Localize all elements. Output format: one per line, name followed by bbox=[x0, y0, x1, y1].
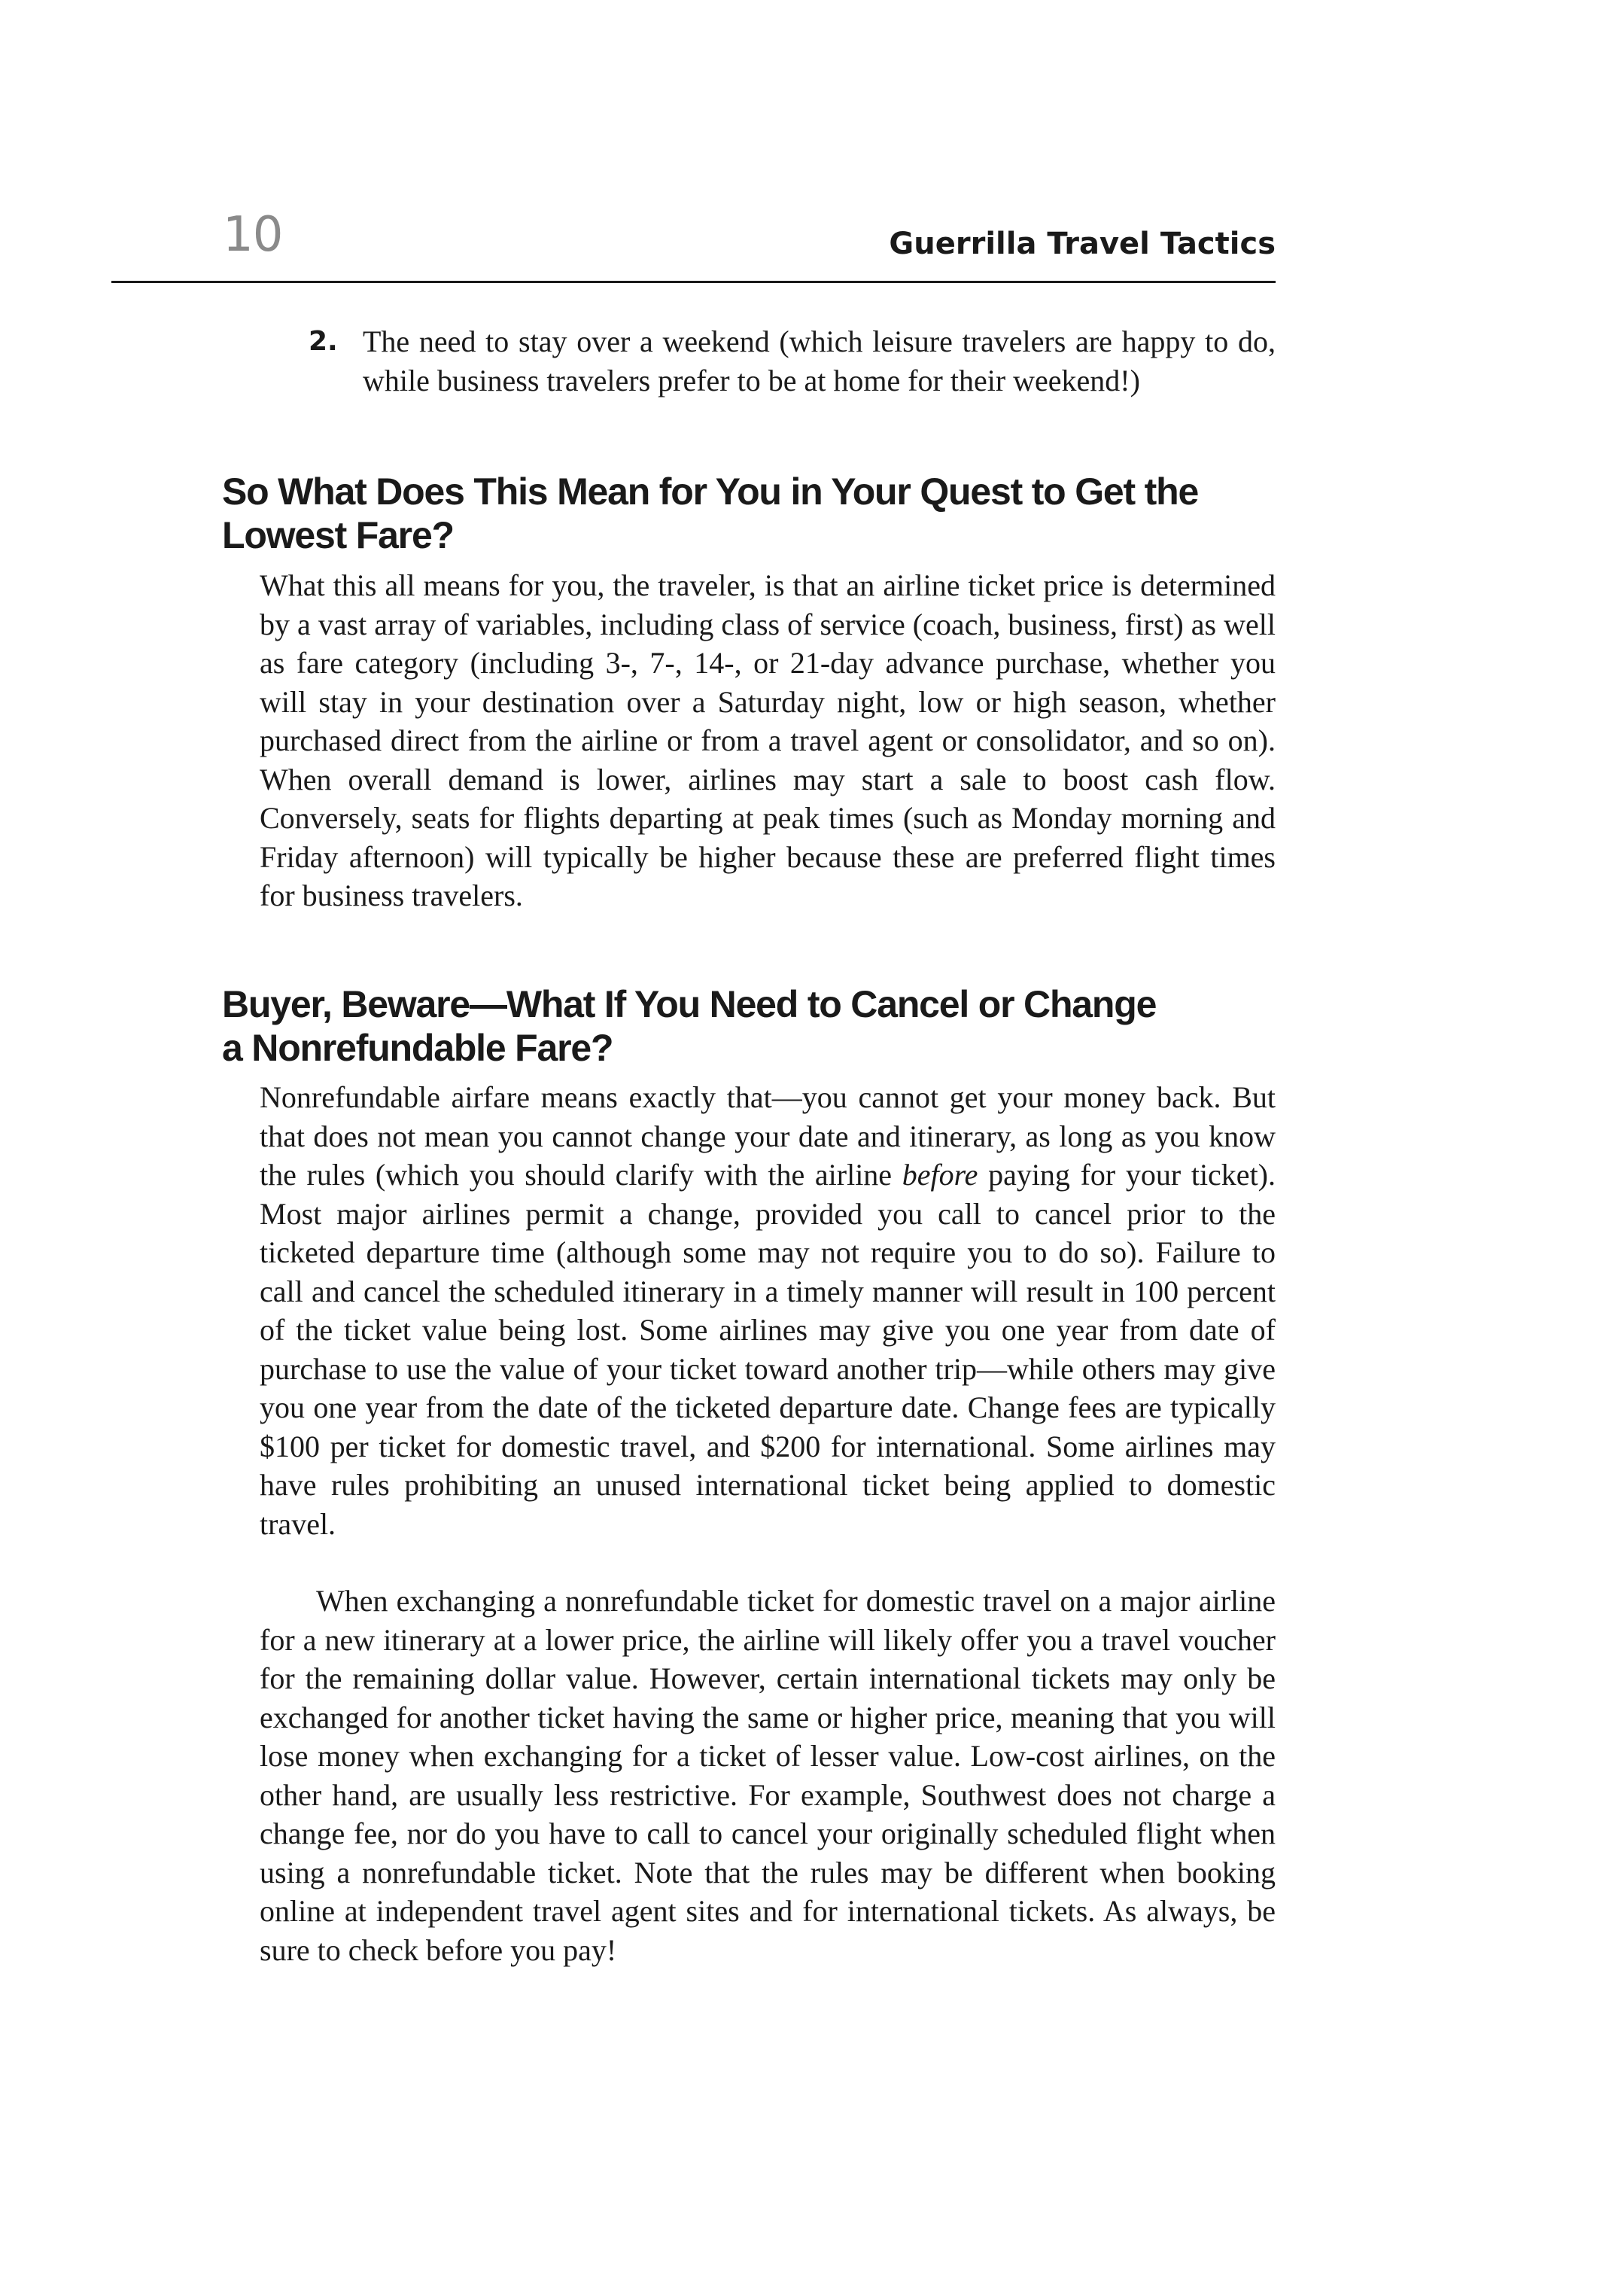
running-head-title: Guerrilla Travel Tactics bbox=[889, 227, 1276, 261]
page-number: 10 bbox=[223, 207, 283, 263]
heading-line: a Nonrefundable Fare? bbox=[222, 1027, 613, 1069]
list-item-number: 2. bbox=[309, 326, 338, 357]
paragraph-lowest-fare: What this all means for you, the traveler, is that an airline ticket price is determined by a vast array of variables, including class of service (coach, business, first) as well as fare category (including 3-, 7-, 14-, or 21-day advance purchase, whether you will stay in your destination over a Saturday night, low or high season, whether purchased direct from the airline or from a travel agent or consolidator, and so on). When overall demand is lower, airlines may start a sale to boost cash flow. Conversely, seats for flights departing at peak times (such as Monday morning and Friday afternoon) will typically be higher because these are preferred flight times for business travelers. bbox=[260, 568, 1276, 912]
paragraph-text: paying for your ticket). Most major airlines permit a change, provided you call to cancel prior to the ticketed departure time (although some may not require you to do so). Failure to call and cancel the scheduled itinerary in a timely manner will result in 100 percent of the ticket value being lost. Some airlines may give you one year from date of purchase to use the value of your ticket toward another trip—while others may give you one year from the date of the ticketed departure date. Change fees are typically $100 per ticket for domestic travel, and $200 for international. Some airlines may have rules prohibiting an unused international ticket being applied to domestic travel. bbox=[260, 1158, 1276, 1541]
section-heading-lowest-fare bbox=[222, 470, 1306, 557]
list-item-text: The need to stay over a weekend (which leisure travelers are happy to do, while business travelers prefer to be at home for their weekend!) bbox=[363, 324, 1276, 397]
paragraph-text: Nonrefundable airfare means exactly that—you cannot get your money back. But that does not mean you cannot change your date and itinerary, as long as you know the rules (which you should clarify with the airline bbox=[260, 1080, 1276, 1192]
heading-line: Lowest Fare? bbox=[222, 514, 454, 556]
paragraph-exchanging: When exchanging a nonrefundable ticket for domestic travel on a major airline for a new itinerary at a lower price, the airline will likely offer you a travel voucher for the remaining dollar value. However, certain international tickets may only be exchanged for another ticket having the same or higher price, meaning that you will lose money when exchanging for a ticket of lesser value. Low-cost airlines, on the other hand, are usually less restrictive. For example, Southwest does not charge a change fee, nor do you have to call to cancel your originally scheduled flight when using a nonrefundable ticket. Note that the rules may be different when booking online at independent travel agent sites and for international tickets. As always, be sure to check before you pay! bbox=[260, 1584, 1276, 1967]
numbered-list-item bbox=[309, 322, 1276, 400]
heading-line: So What Does This Mean for You in Your Quest to Get the bbox=[222, 470, 1199, 513]
emphasis-before: before bbox=[902, 1158, 978, 1192]
heading-line: Buyer, Beware—What If You Need to Cancel or Change bbox=[222, 983, 1157, 1025]
section-heading-nonrefundable bbox=[222, 982, 1306, 1070]
paragraph-nonrefundable bbox=[260, 1078, 1276, 1543]
header-rule bbox=[111, 281, 1276, 283]
